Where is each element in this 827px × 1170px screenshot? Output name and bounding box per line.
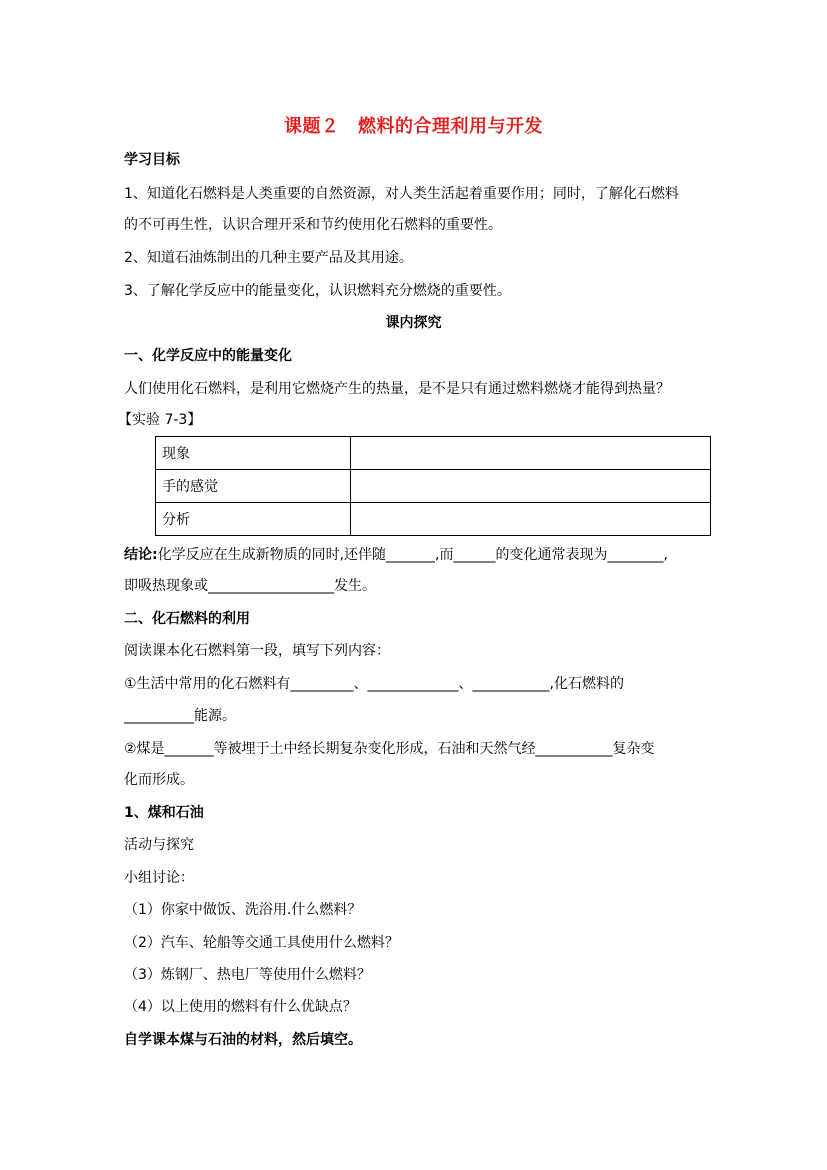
question-3: （3）炼钢厂、热电厂等使用什么燃料？ xyxy=(124,967,371,983)
self-study-instruction: 自学课本煤与石油的材料，然后填空。 xyxy=(124,1032,362,1048)
table-cell-label: 现象 xyxy=(156,437,351,470)
discussion-label: 小组讨论： xyxy=(124,870,194,886)
table-cell-label: 分析 xyxy=(156,503,351,536)
table-cell-value xyxy=(351,437,711,470)
item2-line-b: 化而形成。 xyxy=(124,772,194,788)
section2-intro: 阅读课本化石燃料第一段，填写下列内容： xyxy=(124,643,390,659)
conclusion-text-a: 化学反应在生成新物质的同时,还伴随_______,而______的变化通常表现为________, xyxy=(157,547,668,563)
objective-1b: 的不可再生性，认识合理开采和节约使用化石燃料的重要性。 xyxy=(124,217,502,233)
inquiry-heading: 课内探究 xyxy=(385,315,442,331)
subsection-heading: 1、煤和石油 xyxy=(124,805,204,821)
objective-3: 3、了解化学反应中的能量变化，认识燃料充分燃烧的重要性。 xyxy=(124,283,511,299)
conclusion-line-1 xyxy=(124,545,668,565)
table-row xyxy=(156,470,711,503)
table-cell-value xyxy=(351,503,711,536)
experiment-label: 【实验 7-3】 xyxy=(118,412,202,428)
experiment-table xyxy=(155,436,711,536)
question-4: （4）以上使用的燃料有什么优缺点？ xyxy=(124,999,357,1015)
table-cell-value xyxy=(351,470,711,503)
conclusion-label: 结论: xyxy=(124,547,158,563)
section1-heading: 一、化学反应中的能量变化 xyxy=(124,348,292,364)
item1-line-b: __________能源。 xyxy=(124,708,236,724)
item1-line-a: ①生活中常用的化石燃料有_________、_____________、___________,化石燃料的 xyxy=(124,676,624,692)
question-1: （1）你家中做饭、洗浴用.什么燃料？ xyxy=(124,902,362,918)
table-cell-label: 手的感觉 xyxy=(156,470,351,503)
activity-label: 活动与探究 xyxy=(124,837,194,853)
table-row xyxy=(156,503,711,536)
conclusion-line-2: 即吸热现象或__________________发生。 xyxy=(124,578,376,594)
item2-line-a: ②煤是_______等被埋于土中经长期复杂变化形成，石油和天然气经___________复杂变 xyxy=(124,741,655,757)
section2-heading: 二、化石燃料的利用 xyxy=(124,611,250,627)
objective-1a: 1、知道化石燃料是人类重要的自然资源，对人类生活起着重要作用；同时，了解化石燃料 xyxy=(124,186,679,202)
question-2: （2）汽车、轮船等交通工具使用什么燃料？ xyxy=(124,935,399,951)
objective-2: 2、知道石油炼制出的几种主要产品及其用途。 xyxy=(124,250,413,266)
page-title: 课题２ 燃料的合理利用与开发 xyxy=(284,116,543,137)
objectives-heading: 学习目标 xyxy=(124,152,180,168)
table-row xyxy=(156,437,711,470)
section1-question: 人们使用化石燃料，是利用它燃烧产生的热量，是不是只有通过燃料燃烧才能得到热量？ xyxy=(124,381,670,397)
